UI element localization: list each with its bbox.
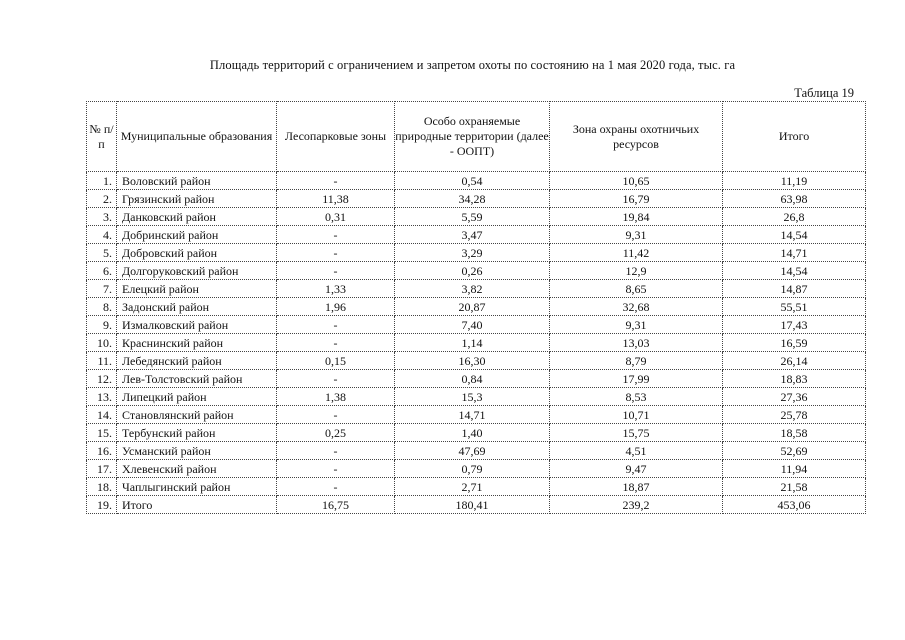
forest-zone-value: - bbox=[277, 172, 395, 190]
total-value: 26,8 bbox=[723, 208, 866, 226]
total-value: 16,59 bbox=[723, 334, 866, 352]
oopt-value: 14,71 bbox=[395, 406, 550, 424]
forest-zone-value: - bbox=[277, 316, 395, 334]
table-row bbox=[87, 460, 866, 478]
hunting-zone-value: 32,68 bbox=[550, 298, 723, 316]
forest-zone-value: - bbox=[277, 226, 395, 244]
table-row bbox=[87, 406, 866, 424]
row-number: 15. bbox=[87, 424, 117, 442]
hunting-zone-value: 9,31 bbox=[550, 226, 723, 244]
table-row bbox=[87, 352, 866, 370]
oopt-value: 16,30 bbox=[395, 352, 550, 370]
hunting-zone-value: 8,65 bbox=[550, 280, 723, 298]
oopt-value: 1,14 bbox=[395, 334, 550, 352]
oopt-value: 34,28 bbox=[395, 190, 550, 208]
row-number: 7. bbox=[87, 280, 117, 298]
municipality-name: Тербунский район bbox=[117, 424, 277, 442]
row-number: 12. bbox=[87, 370, 117, 388]
forest-zone-value: 1,38 bbox=[277, 388, 395, 406]
table-row bbox=[87, 388, 866, 406]
hunting-zone-value: 9,31 bbox=[550, 316, 723, 334]
row-number: 13. bbox=[87, 388, 117, 406]
municipality-name: Итого bbox=[117, 496, 277, 514]
municipality-name: Краснинский район bbox=[117, 334, 277, 352]
table-row bbox=[87, 442, 866, 460]
table-row bbox=[87, 226, 866, 244]
oopt-value: 1,40 bbox=[395, 424, 550, 442]
municipality-name: Задонский район bbox=[117, 298, 277, 316]
forest-zone-value: 1,96 bbox=[277, 298, 395, 316]
table-header-row bbox=[87, 102, 866, 172]
total-value: 18,83 bbox=[723, 370, 866, 388]
oopt-value: 3,47 bbox=[395, 226, 550, 244]
hunting-zone-value: 16,79 bbox=[550, 190, 723, 208]
row-number: 6. bbox=[87, 262, 117, 280]
total-value: 17,43 bbox=[723, 316, 866, 334]
total-value: 63,98 bbox=[723, 190, 866, 208]
row-number: 10. bbox=[87, 334, 117, 352]
forest-zone-value: - bbox=[277, 478, 395, 496]
table-row bbox=[87, 208, 866, 226]
oopt-value: 7,40 bbox=[395, 316, 550, 334]
row-number: 2. bbox=[87, 190, 117, 208]
hunting-zone-value: 11,42 bbox=[550, 244, 723, 262]
table-row bbox=[87, 424, 866, 442]
hunting-zone-value: 15,75 bbox=[550, 424, 723, 442]
forest-zone-value: - bbox=[277, 406, 395, 424]
total-value: 25,78 bbox=[723, 406, 866, 424]
total-value: 21,58 bbox=[723, 478, 866, 496]
municipality-name: Хлевенский район bbox=[117, 460, 277, 478]
municipality-name: Грязинский район bbox=[117, 190, 277, 208]
total-value: 11,94 bbox=[723, 460, 866, 478]
table-label: Таблица 19 bbox=[794, 86, 854, 100]
oopt-value: 0,79 bbox=[395, 460, 550, 478]
oopt-value: 3,82 bbox=[395, 280, 550, 298]
forest-zone-value: 0,15 bbox=[277, 352, 395, 370]
table-row bbox=[87, 496, 866, 514]
hunting-zone-value: 8,53 bbox=[550, 388, 723, 406]
total-value: 14,87 bbox=[723, 280, 866, 298]
hunting-zone-value: 10,65 bbox=[550, 172, 723, 190]
header-hunting: Зона охраны охотничьих ресурсов bbox=[550, 102, 723, 172]
forest-zone-value: - bbox=[277, 460, 395, 478]
row-number: 5. bbox=[87, 244, 117, 262]
row-number: 4. bbox=[87, 226, 117, 244]
table-row bbox=[87, 370, 866, 388]
row-number: 14. bbox=[87, 406, 117, 424]
hunting-restriction-table bbox=[86, 101, 866, 514]
row-number: 17. bbox=[87, 460, 117, 478]
municipality-name: Усманский район bbox=[117, 442, 277, 460]
table-row bbox=[87, 190, 866, 208]
table-row bbox=[87, 172, 866, 190]
municipality-name: Долгоруковский район bbox=[117, 262, 277, 280]
row-number: 1. bbox=[87, 172, 117, 190]
row-number: 9. bbox=[87, 316, 117, 334]
forest-zone-value: - bbox=[277, 334, 395, 352]
total-value: 453,06 bbox=[723, 496, 866, 514]
table-row bbox=[87, 316, 866, 334]
total-value: 14,54 bbox=[723, 262, 866, 280]
table-row bbox=[87, 262, 866, 280]
municipality-name: Становлянский район bbox=[117, 406, 277, 424]
oopt-value: 5,59 bbox=[395, 208, 550, 226]
municipality-name: Воловский район bbox=[117, 172, 277, 190]
forest-zone-value: - bbox=[277, 262, 395, 280]
forest-zone-value: - bbox=[277, 370, 395, 388]
header-total: Итого bbox=[723, 102, 866, 172]
municipality-name: Добровский район bbox=[117, 244, 277, 262]
hunting-zone-value: 19,84 bbox=[550, 208, 723, 226]
oopt-value: 15,3 bbox=[395, 388, 550, 406]
table-row bbox=[87, 244, 866, 262]
oopt-value: 0,26 bbox=[395, 262, 550, 280]
forest-zone-value: 0,25 bbox=[277, 424, 395, 442]
municipality-name: Лев-Толстовский район bbox=[117, 370, 277, 388]
header-municipality: Муниципальные образования bbox=[117, 102, 277, 172]
forest-zone-value: 16,75 bbox=[277, 496, 395, 514]
table-row bbox=[87, 280, 866, 298]
table-row bbox=[87, 478, 866, 496]
municipality-name: Измалковский район bbox=[117, 316, 277, 334]
hunting-zone-value: 18,87 bbox=[550, 478, 723, 496]
total-value: 14,54 bbox=[723, 226, 866, 244]
municipality-name: Добринский район bbox=[117, 226, 277, 244]
row-number: 19. bbox=[87, 496, 117, 514]
row-number: 3. bbox=[87, 208, 117, 226]
total-value: 27,36 bbox=[723, 388, 866, 406]
oopt-value: 0,54 bbox=[395, 172, 550, 190]
hunting-zone-value: 12,9 bbox=[550, 262, 723, 280]
forest-zone-value: - bbox=[277, 244, 395, 262]
oopt-value: 0,84 bbox=[395, 370, 550, 388]
table-row bbox=[87, 298, 866, 316]
total-value: 26,14 bbox=[723, 352, 866, 370]
page-title: Площадь территорий с ограничением и запретом охоты по состоянию на 1 мая 2020 года, тыс. га bbox=[209, 58, 736, 72]
oopt-value: 2,71 bbox=[395, 478, 550, 496]
total-value: 11,19 bbox=[723, 172, 866, 190]
municipality-name: Липецкий район bbox=[117, 388, 277, 406]
municipality-name: Лебедянский район bbox=[117, 352, 277, 370]
oopt-value: 3,29 bbox=[395, 244, 550, 262]
row-number: 11. bbox=[87, 352, 117, 370]
row-number: 16. bbox=[87, 442, 117, 460]
oopt-value: 180,41 bbox=[395, 496, 550, 514]
forest-zone-value: 0,31 bbox=[277, 208, 395, 226]
hunting-zone-value: 17,99 bbox=[550, 370, 723, 388]
hunting-zone-value: 9,47 bbox=[550, 460, 723, 478]
hunting-zone-value: 8,79 bbox=[550, 352, 723, 370]
total-value: 52,69 bbox=[723, 442, 866, 460]
municipality-name: Данковский район bbox=[117, 208, 277, 226]
hunting-zone-value: 239,2 bbox=[550, 496, 723, 514]
oopt-value: 47,69 bbox=[395, 442, 550, 460]
municipality-name: Елецкий район bbox=[117, 280, 277, 298]
forest-zone-value: - bbox=[277, 442, 395, 460]
total-value: 55,51 bbox=[723, 298, 866, 316]
hunting-zone-value: 13,03 bbox=[550, 334, 723, 352]
table-row bbox=[87, 334, 866, 352]
municipality-name: Чаплыгинский район bbox=[117, 478, 277, 496]
forest-zone-value: 1,33 bbox=[277, 280, 395, 298]
total-value: 14,71 bbox=[723, 244, 866, 262]
total-value: 18,58 bbox=[723, 424, 866, 442]
row-number: 18. bbox=[87, 478, 117, 496]
header-forest: Лесопарковые зоны bbox=[277, 102, 395, 172]
header-num: № п/п bbox=[87, 102, 117, 172]
row-number: 8. bbox=[87, 298, 117, 316]
header-oopt: Особо охраняемые природные территории (далее - ООПТ) bbox=[395, 102, 550, 172]
forest-zone-value: 11,38 bbox=[277, 190, 395, 208]
oopt-value: 20,87 bbox=[395, 298, 550, 316]
hunting-zone-value: 10,71 bbox=[550, 406, 723, 424]
hunting-zone-value: 4,51 bbox=[550, 442, 723, 460]
